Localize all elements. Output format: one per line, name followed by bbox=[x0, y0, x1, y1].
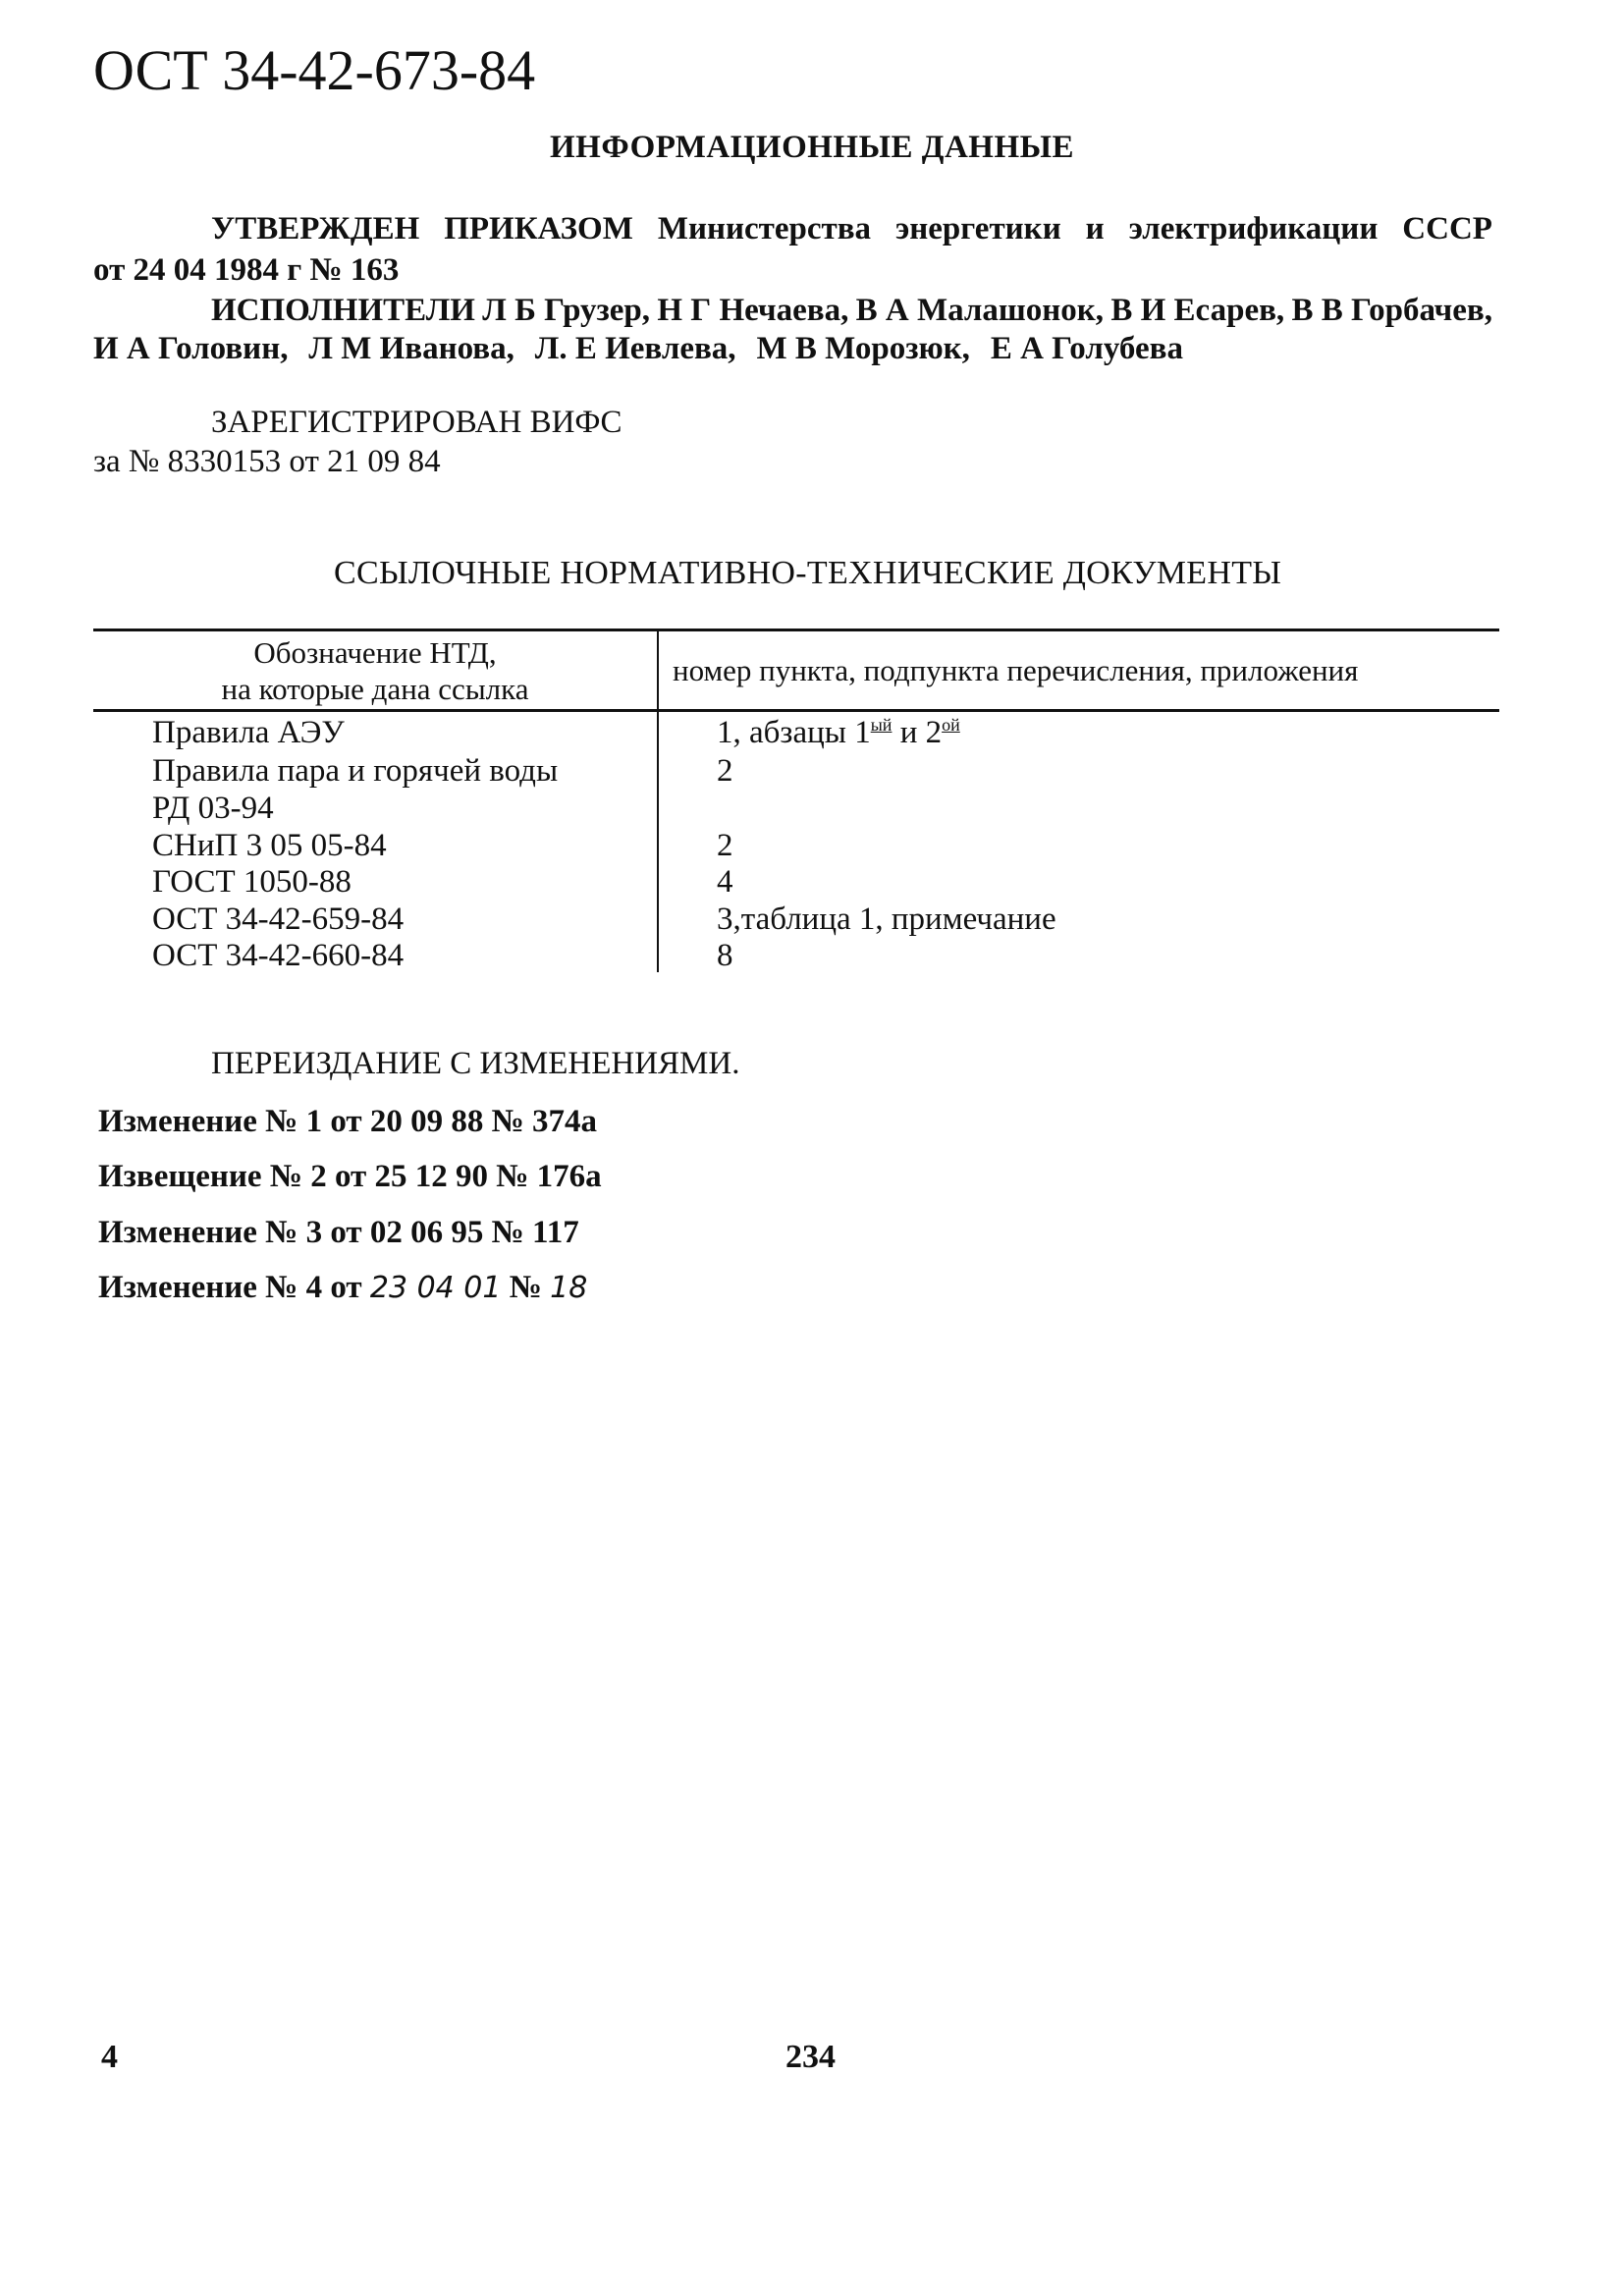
table-cell-clause: 2 bbox=[717, 828, 733, 863]
table-cell-clause bbox=[717, 715, 960, 751]
registered-number-line: за № 8330153 от 21 09 84 bbox=[93, 444, 441, 479]
executors-line-2 bbox=[93, 331, 1183, 367]
handwritten-number: 18 bbox=[550, 1271, 588, 1305]
executor-word: ИСПОЛНИТЕЛИ bbox=[211, 293, 475, 328]
change-entry: Изменение № 3 от 02 06 95 № 117 bbox=[98, 1215, 579, 1250]
change-entry: Извещение № 2 от 25 12 90 № 176а bbox=[98, 1159, 602, 1194]
table-column-divider bbox=[657, 629, 659, 972]
clause-text: и 2 bbox=[892, 715, 943, 750]
executor-word: Н Г Нечаева, bbox=[657, 293, 849, 328]
page-number-center: 234 bbox=[785, 2039, 836, 2075]
table-header-clause: номер пункта, подпункта перечисления, приложения bbox=[673, 653, 1359, 687]
table-cell-doc: ГОСТ 1050-88 bbox=[152, 864, 352, 900]
approved-date-line: от 24 04 1984 г № 163 bbox=[93, 252, 400, 288]
executor-word: В В Горбачев, bbox=[1291, 293, 1492, 328]
table-header-rule bbox=[93, 709, 1499, 712]
executor-word: Л. Е Иевлева, bbox=[534, 331, 736, 366]
table-cell-doc: Правила пара и горячей воды bbox=[152, 753, 559, 789]
executor-word: Л М Иванова, bbox=[308, 331, 514, 366]
table-cell-doc: РД 03-94 bbox=[152, 791, 274, 826]
change-entry-4 bbox=[98, 1270, 587, 1306]
approved-line bbox=[211, 211, 1492, 247]
clause-text: 1, абзацы 1 bbox=[717, 715, 871, 750]
change-number-sign: № bbox=[509, 1270, 542, 1305]
approved-word: СССР bbox=[1402, 211, 1492, 246]
table-cell-doc: Правила АЭУ bbox=[152, 715, 345, 750]
change-prefix: Изменение № 4 от bbox=[98, 1270, 362, 1305]
references-heading: ССЫЛОЧНЫЕ НОРМАТИВНО-ТЕХНИЧЕСКИЕ ДОКУМЕНТЫ bbox=[334, 555, 1282, 591]
executor-word: Л Б Грузер, bbox=[482, 293, 651, 328]
executors-line bbox=[211, 293, 1492, 329]
approved-word: и bbox=[1085, 211, 1105, 246]
approved-word: электрификации bbox=[1128, 211, 1379, 246]
approved-word: УТВЕРЖДЕН bbox=[211, 211, 420, 246]
table-cell-clause: 2 bbox=[717, 753, 733, 789]
table-cell-doc: ОСТ 34-42-659-84 bbox=[152, 902, 405, 937]
executor-word: В А Малашонок, bbox=[855, 293, 1105, 328]
reissue-heading: ПЕРЕИЗДАНИЕ С ИЗМЕНЕНИЯМИ. bbox=[211, 1046, 740, 1081]
approved-word: энергетики bbox=[894, 211, 1061, 246]
header-line: на которые дана ссылка bbox=[221, 672, 529, 706]
table-cell-clause: 8 bbox=[717, 938, 733, 973]
approved-word: Министерства bbox=[657, 211, 872, 246]
page-number-left: 4 bbox=[101, 2039, 118, 2075]
info-heading: ИНФОРМАЦИОННЫЕ ДАННЫЕ bbox=[550, 130, 1075, 165]
clause-sup: ый bbox=[870, 715, 893, 735]
registered-line: ЗАРЕГИСТРИРОВАН ВИФС bbox=[211, 405, 622, 440]
executor-word: Е А Голубева bbox=[990, 331, 1183, 366]
table-cell-clause: 4 bbox=[717, 864, 733, 900]
table-top-rule bbox=[93, 629, 1499, 631]
document-code: ОСТ 34-42-673-84 bbox=[93, 38, 536, 102]
executor-word: М В Морозюк, bbox=[756, 331, 970, 366]
table-cell-doc: СНиП 3 05 05-84 bbox=[152, 828, 387, 863]
handwritten-date: 23 04 01 bbox=[369, 1271, 502, 1305]
executor-word: И А Головин, bbox=[93, 331, 289, 366]
header-line: Обозначение НТД, bbox=[253, 635, 497, 670]
executor-word: В И Есарев, bbox=[1110, 293, 1285, 328]
table-cell-clause: 3,таблица 1, примечание bbox=[717, 902, 1056, 937]
approved-word: ПРИКАЗОМ bbox=[444, 211, 633, 246]
change-entry: Изменение № 1 от 20 09 88 № 374а bbox=[98, 1104, 598, 1139]
clause-sup: ой bbox=[942, 715, 960, 735]
table-cell-doc: ОСТ 34-42-660-84 bbox=[152, 938, 405, 973]
table-header-designation bbox=[93, 634, 657, 707]
